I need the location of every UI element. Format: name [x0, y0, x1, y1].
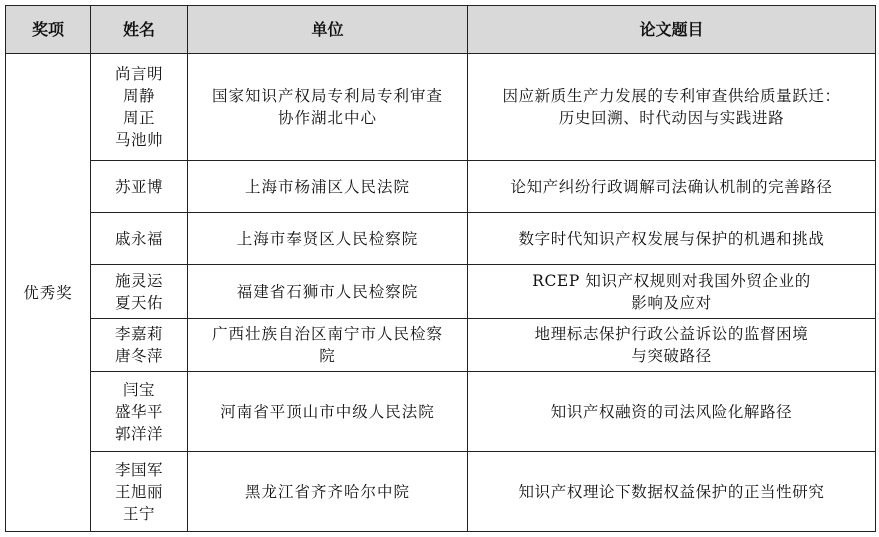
unit: 河南省平顶山市中级人民法院 — [220, 402, 435, 421]
award-level: 优秀奖 — [23, 283, 73, 302]
paper-title: 知识产权理论下数据权益保护的正当性研究 — [518, 482, 825, 501]
paper-title: 地理标志保护行政公益诉讼的监督困境 与突破路径 — [534, 325, 809, 365]
names: 戚永福 — [114, 229, 163, 248]
names-cell — [91, 161, 188, 213]
unit: 国家知识产权局专利局专利审查 协作湖北中心 — [211, 87, 443, 127]
unit: 福建省石狮市人民检察院 — [236, 282, 419, 301]
unit-cell — [188, 54, 468, 161]
names-cell — [91, 452, 188, 532]
names-cell — [91, 265, 188, 319]
unit: 黑龙江省齐齐哈尔中院 — [244, 482, 410, 501]
table-row — [6, 452, 876, 532]
names: 李国军 王旭丽 王宁 — [114, 460, 163, 523]
paper-title: 因应新质生产力发展的专利审查供给质量跃迁： 历史回溯、时代动因与实践进路 — [502, 87, 841, 127]
names: 闫宝 盛华平 郭洋洋 — [114, 380, 163, 443]
table-header — [6, 6, 876, 54]
names: 苏亚博 — [114, 177, 163, 196]
names-cell — [91, 319, 188, 372]
names: 尚言明 周静 周正 马池帅 — [114, 65, 163, 149]
header-row — [6, 6, 876, 54]
title-cell — [468, 319, 876, 372]
paper-title: 知识产权融资的司法风险化解路径 — [550, 402, 793, 421]
paper-title: RCEP 知识产权规则对我国外贸企业的 影响及应对 — [532, 271, 811, 312]
title-cell — [468, 213, 876, 265]
table-body — [6, 54, 876, 532]
unit-cell — [188, 319, 468, 372]
award-table — [5, 5, 876, 532]
names-cell — [91, 54, 188, 161]
names-cell — [91, 213, 188, 265]
header-award: 奖项 — [6, 6, 91, 54]
header-name: 姓名 — [91, 6, 188, 54]
names: 施灵运 夏天佑 — [114, 271, 163, 312]
title-cell — [468, 265, 876, 319]
names-cell — [91, 372, 188, 452]
unit: 广西壮族自治区南宁市人民检察 院 — [211, 325, 443, 365]
names: 李嘉莉 唐冬萍 — [114, 325, 163, 365]
table-row — [6, 372, 876, 452]
unit-cell — [188, 452, 468, 532]
table-row — [6, 265, 876, 319]
header-unit: 单位 — [188, 6, 468, 54]
paper-title: 论知产纠纷行政调解司法确认机制的完善路径 — [510, 177, 833, 196]
title-cell — [468, 54, 876, 161]
table-row — [6, 213, 876, 265]
award-level-cell — [6, 54, 91, 532]
unit: 上海市杨浦区人民法院 — [244, 177, 410, 196]
unit-cell — [188, 265, 468, 319]
table-row — [6, 54, 876, 161]
unit-cell — [188, 372, 468, 452]
unit: 上海市奉贤区人民检察院 — [236, 229, 419, 248]
unit-cell — [188, 213, 468, 265]
table-row — [6, 161, 876, 213]
paper-title: 数字时代知识产权发展与保护的机遇和挑战 — [518, 229, 825, 248]
title-cell — [468, 372, 876, 452]
unit-cell — [188, 161, 468, 213]
header-title: 论文题目 — [468, 6, 876, 54]
table-row — [6, 319, 876, 372]
title-cell — [468, 452, 876, 532]
title-cell — [468, 161, 876, 213]
